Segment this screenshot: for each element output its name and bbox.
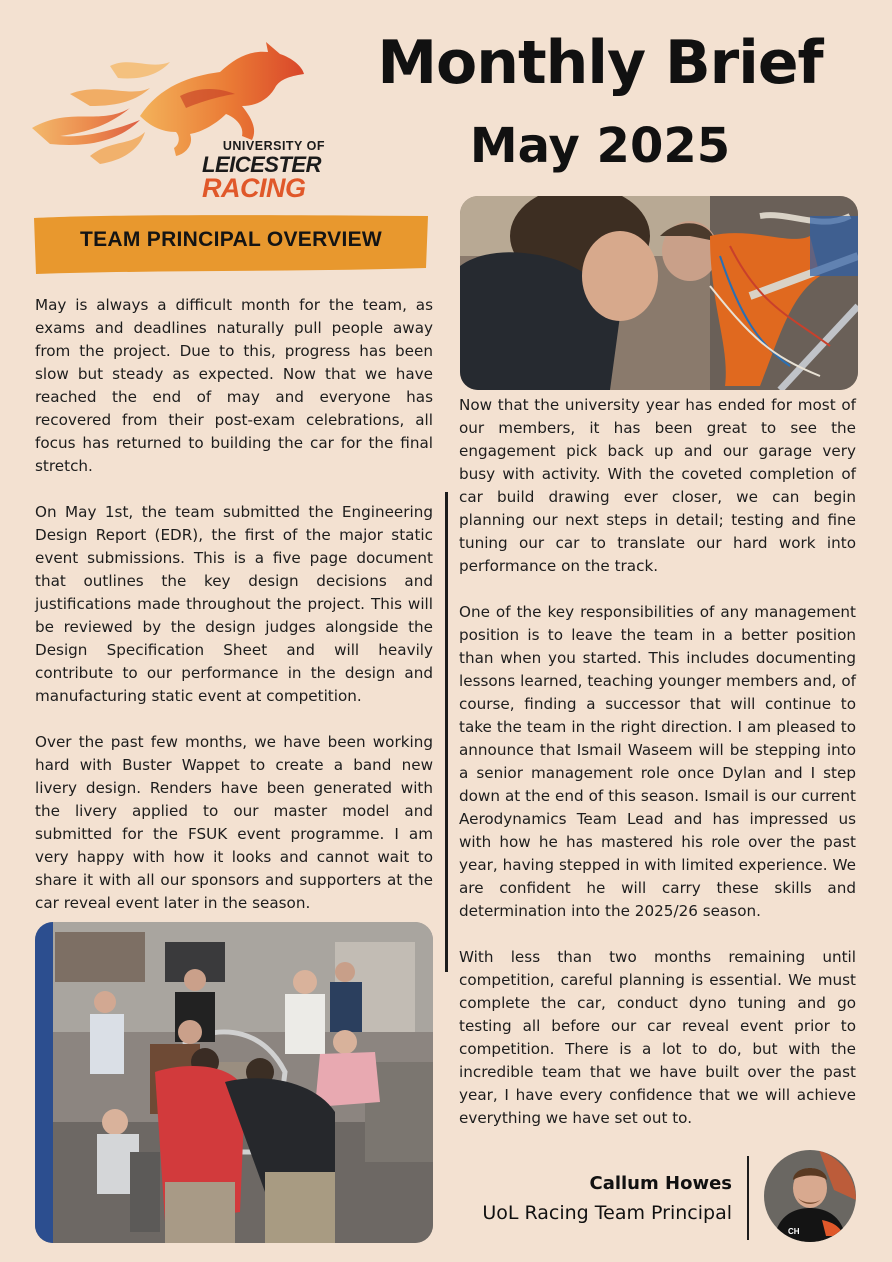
paragraph: On May 1st, the team submitted the Engineering Design Report (EDR), the first of the major static event submissions. This is a five page document that outlines the key design decisions and justifications made throughout the project. This will be reviewed by the design judges alongside the Design Specification Sheet and will heavily contribute to our performance in the design and manufacturing static event at competition. — [35, 503, 433, 705]
paragraph: One of the key responsibilities of any management position is to leave the team in a better position than when you started. This includes documenting lessons learned, teaching younger members and, of course, finding a successor that will continue to take the team in the right direction. I am pleased to announce that Ismail Waseem will be stepping into a senior management role once Dylan and I step down at the end of this season. Ismail is our current Aerodynamics Team Lead and has impressed us with how he has mastered his role over the past year, having stepped in with limited experience. We are confident he will carry these skills and determination into the 2025/26 season. — [459, 603, 856, 920]
section-banner — [32, 212, 430, 274]
right-column — [459, 394, 856, 1153]
paragraph: Over the past few months, we have been working hard with Buster Wappet to create a band new livery design. Renders have been generated with the livery applied to our master model and submitted for the FSUK event programme. I am very happy with how it looks and cannot wait to share it with all our sponsors and supporters at the car reveal event later in the season. — [35, 733, 433, 912]
paragraph: Now that the university year has ended for most of our members, it has been great to see the engagement pick back up and our garage very busy with activity. With the coveted completion of car build drawing ever closer, we can begin planning our next steps in detail; testing and fine tuning our car to translate our hard work into performance on the track. — [459, 396, 856, 575]
signature-name: Callum Howes — [589, 1173, 732, 1194]
paragraph: May is always a difficult month for the team, as exams and deadlines naturally pull people away from the project. Due to this, progress has been slow but steady as expected. Now that we have reached the end of may and everyone has recovered from their post-exam celebrations, all focus has returned to building the car for the final stretch. — [35, 296, 433, 475]
avatar-initials: CH — [788, 1227, 800, 1236]
column-divider — [445, 492, 448, 972]
photo-team-workshop — [35, 922, 433, 1243]
signature-divider — [747, 1156, 749, 1240]
page-subtitle: May 2025 — [469, 118, 731, 174]
page-title: Monthly Brief — [377, 28, 823, 98]
section-heading: TEAM PRINCIPAL OVERVIEW — [79, 228, 383, 251]
logo-line-racing: RACING — [202, 172, 306, 203]
left-column — [35, 294, 433, 938]
photo-car-wiring — [460, 196, 858, 390]
paragraph: With less than two months remaining until competition, careful planning is essential. We must complete the car, conduct dyno tuning and go testing all before our car reveal event prior to competition. There is a lot to do, but with the incredible team that we have built over the past year, I have every confidence that we will achieve everything we have set out to. — [459, 948, 856, 1127]
team-logo — [30, 36, 325, 203]
logo-line-university: UNIVERSITY OF — [222, 139, 325, 153]
signature-role: UoL Racing Team Principal — [482, 1202, 732, 1224]
avatar — [764, 1150, 856, 1242]
logo-line-leicester: LEICESTER — [202, 151, 321, 177]
